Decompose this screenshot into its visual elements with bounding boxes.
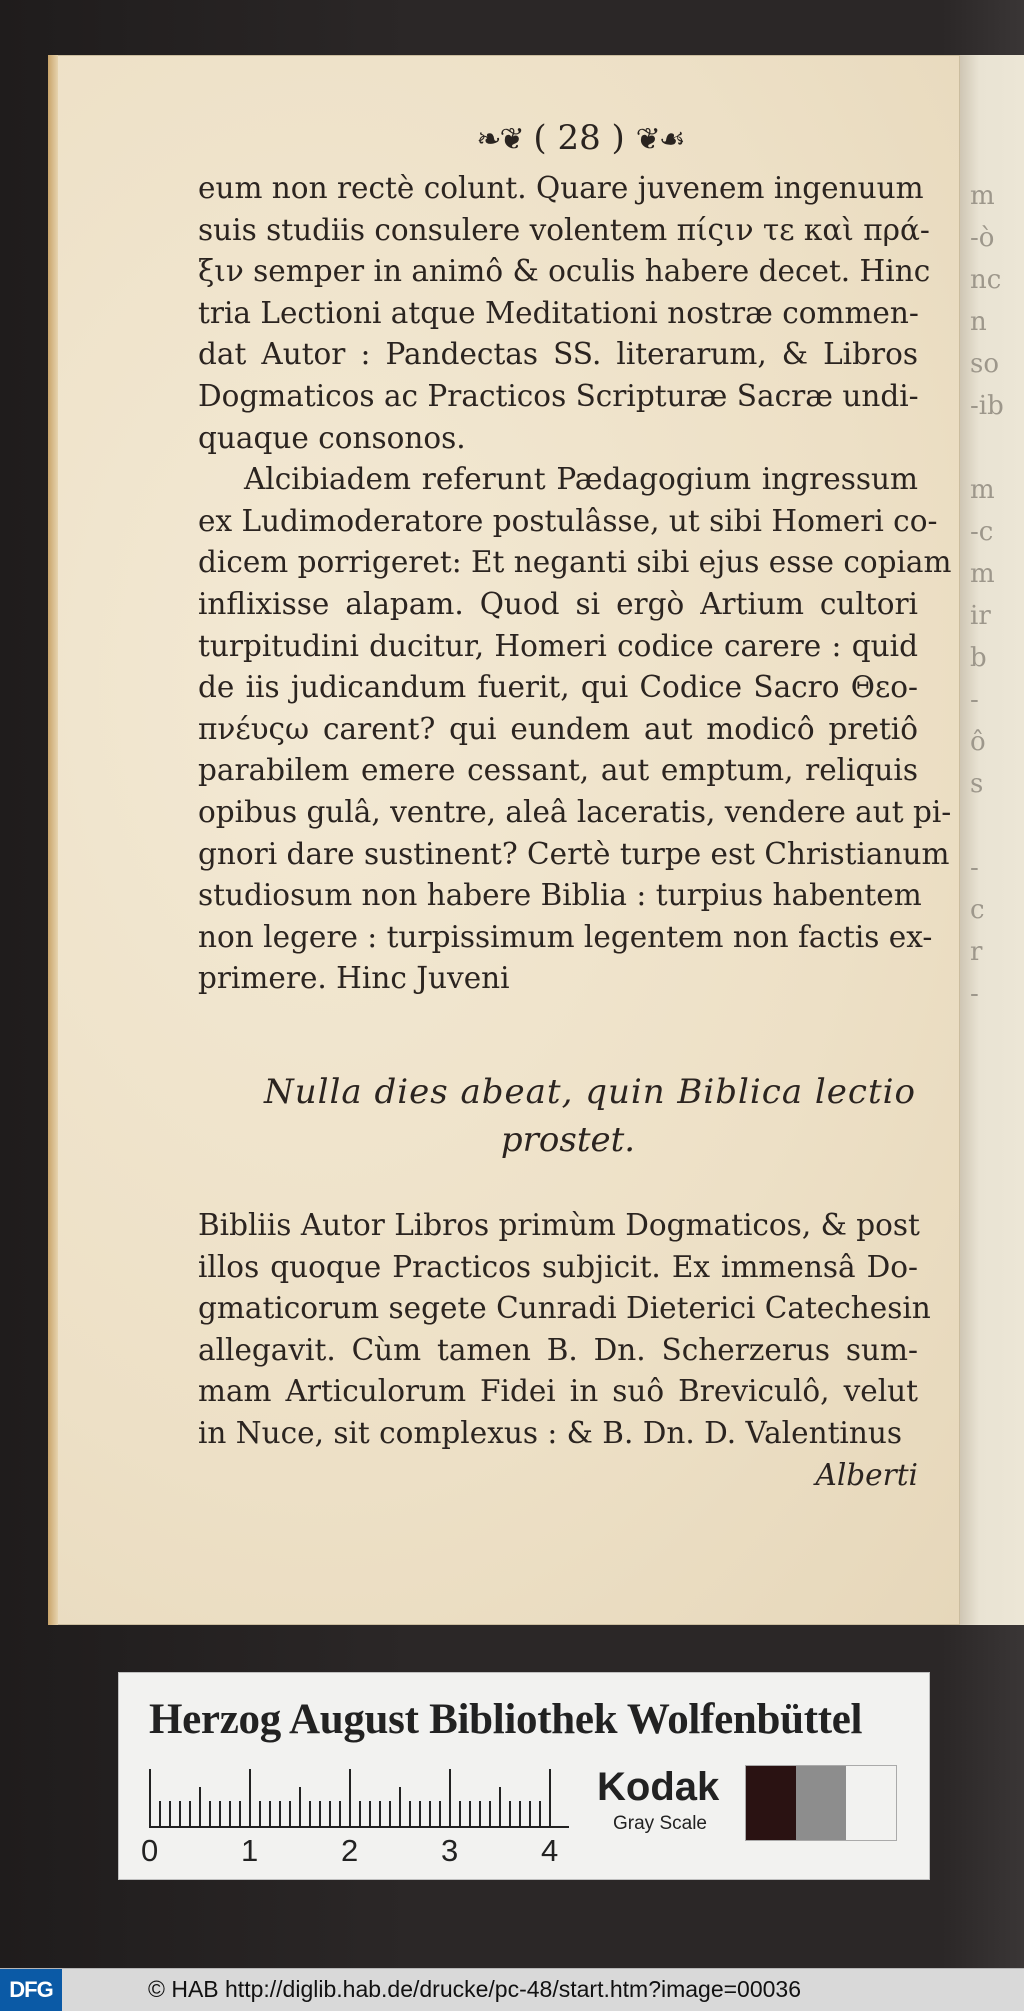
facing-page-fragment: -: [970, 685, 979, 715]
ruler-label-4: 4: [541, 1833, 559, 1868]
catchword: Alberti: [815, 1457, 918, 1492]
text-line: parabilem emere cessant, aut emptum, reliquis: [198, 753, 918, 788]
ruler-label-2: 2: [341, 1833, 359, 1868]
gray-swatches: [745, 1765, 897, 1841]
right-ornament-icon: ❦☙: [635, 122, 684, 157]
text-line: de iis judicandum fuerit, qui Codice Sacro Θεο-: [198, 670, 918, 705]
swatch-light: [846, 1766, 896, 1840]
text-line: eum non rectè colunt. Quare juvenem ingenuum: [198, 171, 924, 205]
text-line: Bibliis Autor Libros primùm Dogmaticos, & post: [198, 1208, 920, 1242]
footer-bar: [0, 1968, 1024, 2011]
facing-page-fragment: -ò: [970, 223, 995, 253]
text-line: Dogmaticos ac Practicos Scripturæ Sacræ undi-: [198, 378, 919, 413]
gray-scale-label: Gray Scale: [613, 1813, 707, 1834]
text-line: allegavit. Cùm tamen B. Dn. Scherzerus sum-: [198, 1332, 918, 1367]
facing-page-fragment: m: [970, 475, 995, 505]
facing-page-fragment: -: [970, 979, 979, 1009]
quote-line-2: prostet.: [500, 1120, 636, 1160]
ruler-label-3: 3: [441, 1833, 459, 1868]
text-line: mam Articulorum Fidei in suô Breviculô, velut: [198, 1374, 918, 1409]
text-line: opibus gulâ, ventre, aleâ laceratis, vendere aut pi-: [198, 794, 952, 829]
text-line: turpitudini ducitur, Homeri codice carere : quid: [198, 628, 918, 663]
paragraph-3: [198, 1205, 931, 1455]
facing-page-fragment: -ib: [970, 391, 1004, 421]
text-line: ex Ludimoderatore postulâsse, ut sibi Homeri co-: [198, 503, 938, 538]
text-line: dat Autor : Pandectas SS. literarum, & Libros: [198, 337, 918, 372]
facing-page-fragment: c: [970, 895, 985, 925]
swatch-mid: [796, 1766, 846, 1840]
facing-page-fragment: nc: [970, 265, 1002, 295]
page-number: ( 28 ): [533, 118, 625, 158]
text-line: quaque consonos.: [198, 420, 466, 455]
facing-page-edge: [960, 55, 1024, 1625]
text-line: inflixisse alapam. Quod si ergò Artium cultori: [198, 586, 918, 621]
facing-page-fragment: -: [970, 853, 979, 883]
page-gutter: [48, 55, 58, 1625]
paragraph-2: [198, 459, 952, 1000]
swatch-dark: [746, 1766, 796, 1840]
facing-page-fragment: m: [970, 559, 995, 589]
text-line: πνέυςω carent? qui eundem aut modicô pretiô: [198, 711, 918, 746]
text-line: gmaticorum segete Cunradi Dieterici Catechesin: [198, 1291, 931, 1326]
main-text: [198, 168, 952, 1000]
main-text-continued: [198, 1205, 931, 1496]
facing-page-fragment: -c: [970, 517, 994, 547]
text-line: studiosum non habere Biblia : turpius habentem: [198, 878, 922, 913]
ruler-label-0: 0: [141, 1833, 159, 1868]
facing-page-fragment: b: [970, 643, 987, 673]
dfg-logo[interactable]: DFG: [0, 1969, 62, 2011]
color-calibration-bar: [118, 1672, 930, 1880]
text-line: ξιν semper in animô & oculis habere decet. Hinc: [198, 254, 931, 289]
facing-page-fragment: n: [970, 307, 987, 337]
paragraph-1: [198, 168, 931, 459]
text-line: suis studiis consulere volentem πίςιν τε καὶ πρά-: [198, 212, 930, 247]
text-line: in Nuce, sit complexus : & B. Dn. D. Valentinus: [198, 1415, 902, 1450]
text-line: primere. Hinc Juveni: [198, 961, 510, 996]
facing-page-fragment: s: [970, 769, 984, 799]
quote-line-1: Nulla dies abeat, quin Biblica lectio: [264, 1072, 916, 1112]
text-line: illos quoque Practicos subjicit. Ex immensâ Do-: [198, 1249, 918, 1284]
institution-name: Herzog August Bibliothek Wolfenbüttel: [149, 1696, 863, 1743]
ruler-label-1: 1: [241, 1833, 259, 1868]
copyright-link[interactable]: © HAB http://diglib.hab.de/drucke/pc-48/start.htm?image=00036: [148, 1976, 802, 2002]
block-quote: [198, 1068, 918, 1164]
facing-page-fragment: m: [970, 181, 995, 211]
kodak-brand: Kodak: [597, 1765, 720, 1809]
facing-page-fragment: ir: [970, 601, 991, 631]
text-line: non legere : turpissimum legentem non factis ex-: [198, 919, 933, 954]
facing-page-fragment: ô: [970, 727, 986, 757]
text-line: tria Lectioni atque Meditationi nostræ commen-: [198, 295, 919, 330]
page-header: [440, 118, 720, 158]
facing-page-fragment: r: [970, 937, 983, 967]
left-ornament-icon: ❧❦: [476, 122, 523, 157]
text-line: dicem porrigeret: Et neganti sibi ejus esse copiam: [198, 545, 952, 580]
ruler-scale: [149, 1769, 569, 1829]
text-line: gnori dare sustinent? Certè turpe est Christianum: [198, 836, 950, 871]
facing-page-fragment: so: [970, 349, 999, 379]
text-line: Alcibiadem referunt Pædagogium ingressum: [244, 462, 918, 497]
